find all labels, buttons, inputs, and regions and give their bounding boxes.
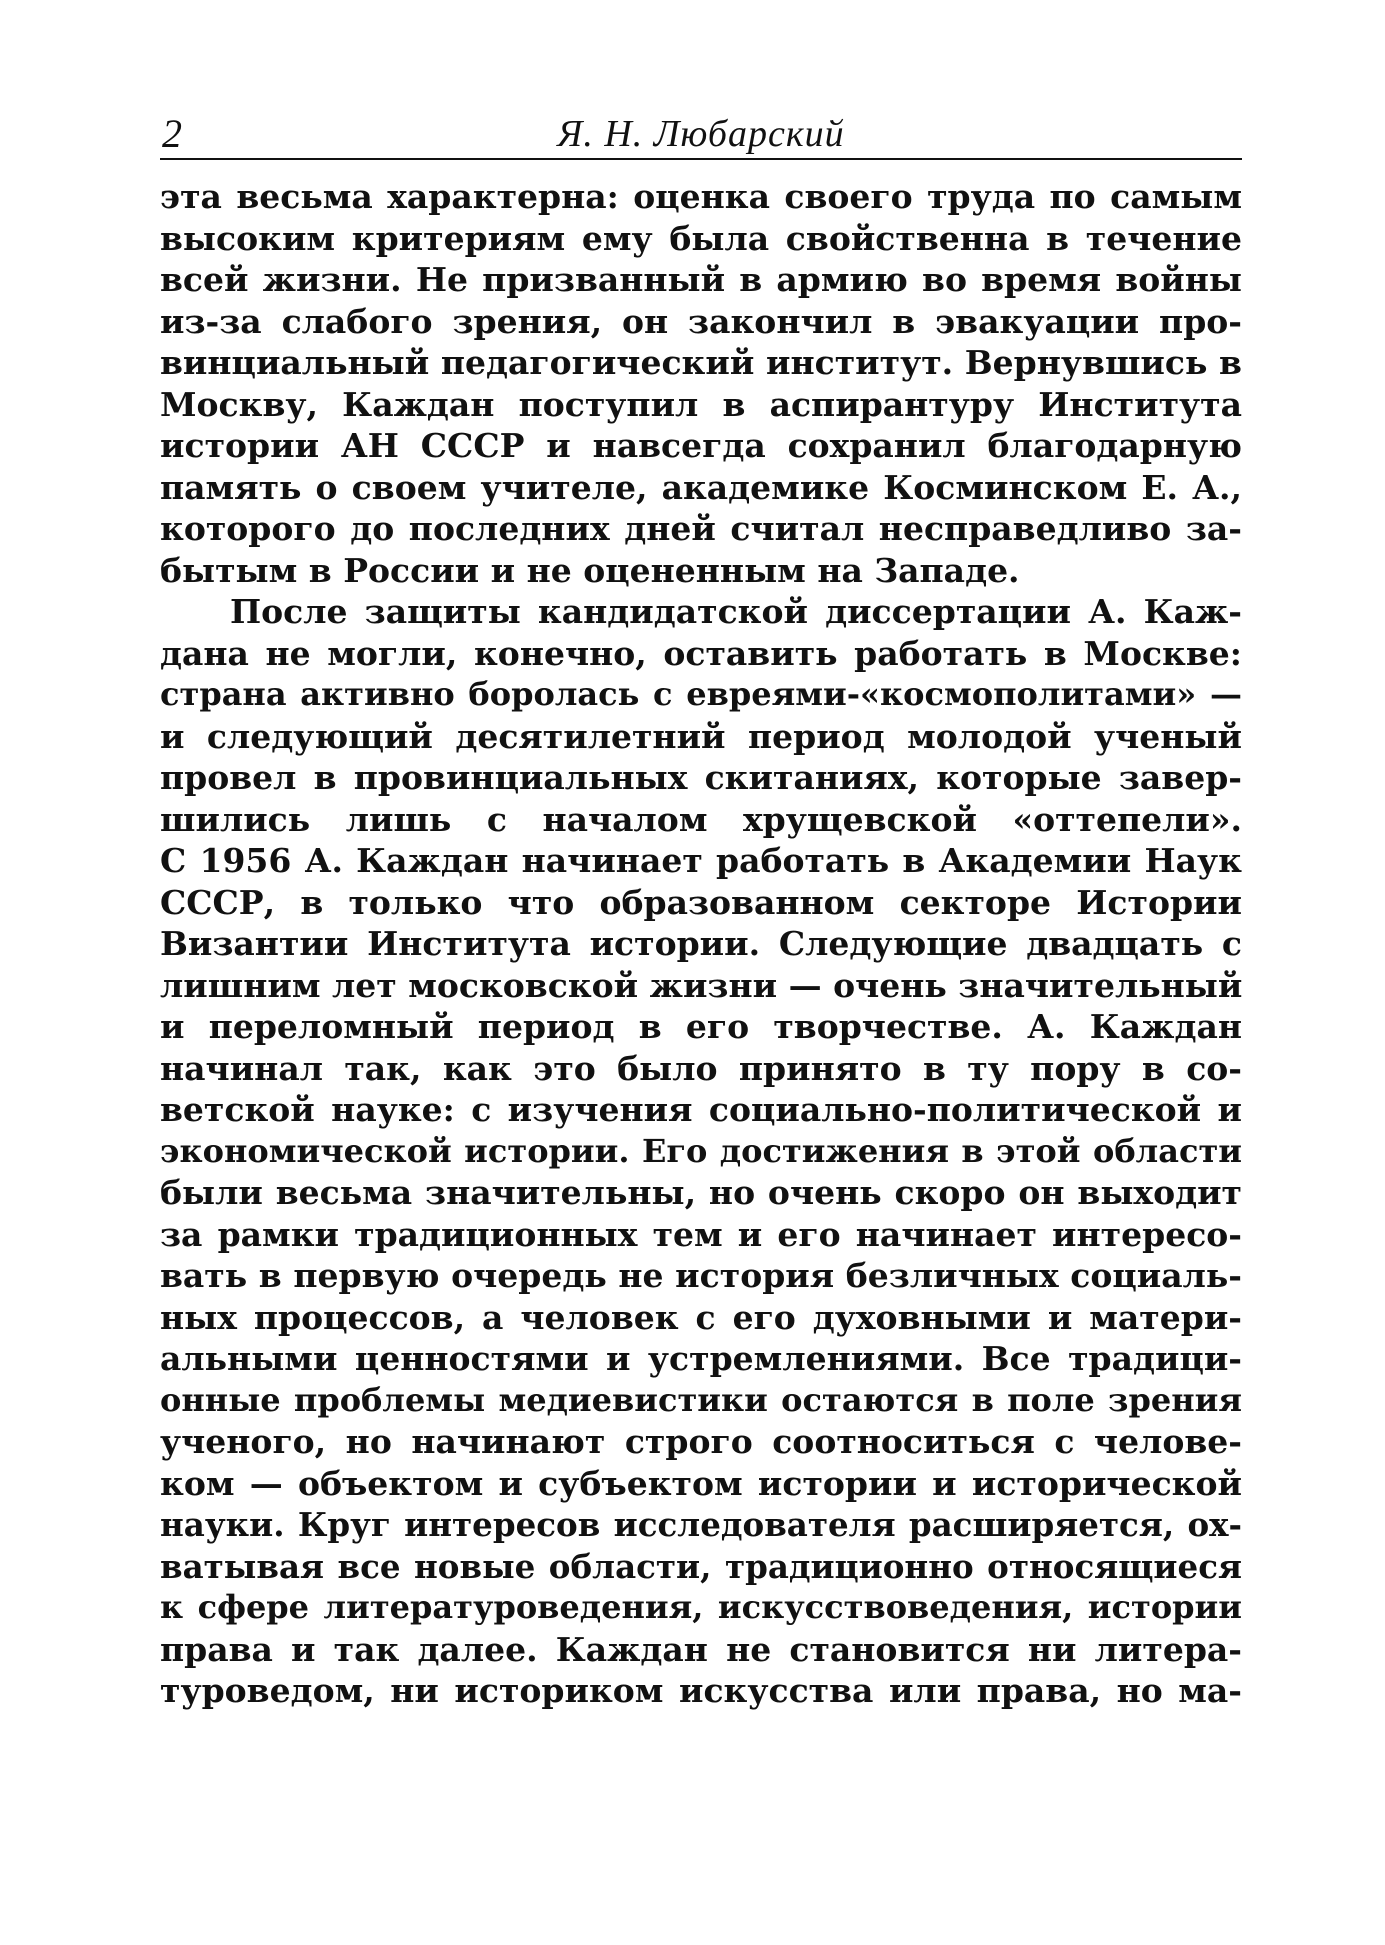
text-line: бытым в России и не оцененным на Западе.: [160, 550, 1020, 590]
text-line: Византии Института истории. Следующие двадцать с: [160, 924, 1242, 963]
text-line: провел в провинциальных скитаниях, которые завер-: [160, 758, 1242, 797]
text-line: туроведом, ни историком искусства или права, но ма-: [160, 1671, 1242, 1710]
text-line: из-за слабого зрения, он закончил в эвакуации про-: [160, 301, 1242, 341]
page-number: 2: [162, 111, 182, 156]
running-header: [160, 110, 1242, 160]
text-line: После защиты кандидатской диссертации А. Каж-: [230, 592, 1242, 631]
text-line: винциальный педагогический институт. Вернувшись в: [160, 343, 1242, 382]
text-line: ком — объектом и субъектом истории и исторической: [160, 1463, 1242, 1503]
text-line: которого до последних дней считал несправедливо за-: [160, 509, 1242, 548]
text-line: ветской науке: с изучения социально-политической и: [160, 1090, 1242, 1129]
text-line: и переломный период в его творчестве. А. Каждан: [160, 1007, 1242, 1046]
text-line: науки. Круг интересов исследователя расширяется, ох-: [160, 1505, 1242, 1544]
text-line: онные проблемы медиевистики остаются в поле зрения: [160, 1380, 1242, 1419]
body-text: [160, 176, 1242, 1712]
text-line: ученого, но начинают строго соотноситься с челове-: [160, 1422, 1242, 1461]
text-line: страна активно боролась с евреями-«космополитами» —: [160, 675, 1242, 713]
paragraph: [160, 591, 1242, 1712]
text-line: права и так далее. Каждан не становится ни литера-: [160, 1629, 1242, 1669]
text-line: шились лишь с началом хрущевской «оттепели».: [160, 799, 1242, 839]
text-line: экономической истории. Его достижения в этой области: [160, 1131, 1242, 1170]
text-line: ватывая все новые области, традиционно относящиеся: [160, 1546, 1242, 1586]
text-line: и следующий десятилетний период молодой ученый: [160, 716, 1242, 756]
text-line: вать в первую очередь не история безличных социаль-: [160, 1256, 1242, 1295]
text-line: эта весьма характерна: оценка своего труда по самым: [160, 177, 1242, 216]
text-line: начинал так, как это было принято в ту пору в со-: [160, 1048, 1242, 1088]
running-title: Я. Н. Любарский: [557, 113, 845, 155]
text-line: ных процессов, а человек с его духовными и матери-: [160, 1297, 1242, 1337]
text-line: память о своем учителе, академике Косминском Е. А.,: [160, 467, 1242, 507]
text-line: СССР, в только что образованном секторе Истории: [160, 882, 1242, 922]
text-line: всей жизни. Не призванный в армию во время войны: [160, 260, 1242, 299]
text-line: истории АН СССР и навсегда сохранил благодарную: [160, 426, 1242, 465]
paragraph: [160, 176, 1242, 591]
text-line: Москву, Каждан поступил в аспирантуру Института: [160, 384, 1242, 424]
book-page: [160, 110, 1242, 1712]
text-line: за рамки традиционных тем и его начинает интересо-: [160, 1214, 1242, 1254]
text-line: были весьма значительны, но очень скоро он выходит: [160, 1173, 1242, 1212]
text-line: к сфере литературоведения, искусствоведения, истории: [160, 1588, 1242, 1626]
text-line: дана не могли, конечно, оставить работать в Москве:: [160, 633, 1242, 673]
text-line: С 1956 А. Каждан начинает работать в Академии Наук: [160, 841, 1242, 880]
text-line: лишним лет московской жизни — очень значительный: [160, 965, 1242, 1005]
text-line: альными ценностями и устремлениями. Все традици-: [160, 1339, 1242, 1378]
text-line: высоким критериям ему была свойственна в течение: [160, 218, 1242, 258]
